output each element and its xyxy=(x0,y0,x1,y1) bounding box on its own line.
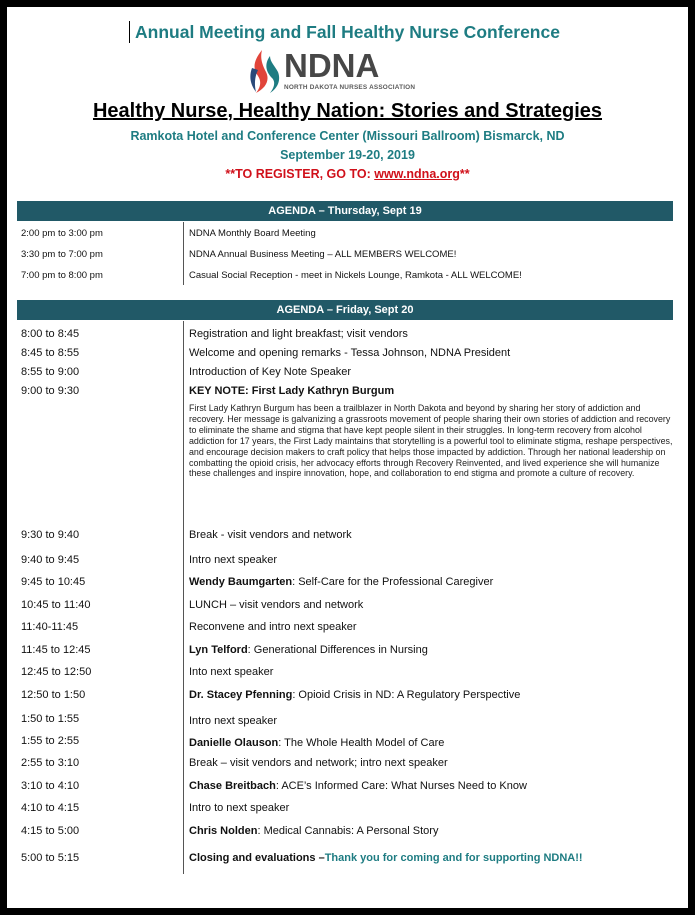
agenda-item: Danielle Olauson: The Whole Health Model of Care xyxy=(189,737,445,749)
ndna-logo xyxy=(246,48,421,96)
agenda-item: Intro next speaker xyxy=(189,715,278,727)
agenda-time: 8:00 to 8:45 xyxy=(21,328,80,340)
agenda-item: Casual Social Reception - meet in Nickels Lounge, Ramkota - ALL WELCOME! xyxy=(189,270,522,281)
agenda-time: 9:45 to 10:45 xyxy=(21,576,86,588)
agenda-time: 4:15 to 5:00 xyxy=(21,825,80,837)
agenda-item: Break – visit vendors and network; intro next speaker xyxy=(189,757,448,769)
agenda-time: 12:50 to 1:50 xyxy=(21,689,86,701)
agenda-item: Registration and light breakfast; visit vendors xyxy=(189,328,408,340)
flame-icon xyxy=(248,48,282,94)
agenda-item: NDNA Annual Business Meeting – ALL MEMBERS WELCOME! xyxy=(189,249,457,260)
agenda-time: 3:10 to 4:10 xyxy=(21,780,80,792)
agenda-time: 2:55 to 3:10 xyxy=(21,757,80,769)
thursday-column-divider xyxy=(183,222,184,285)
agenda-item: Wendy Baumgarten: Self-Care for the Professional Caregiver xyxy=(189,576,494,588)
agenda-time: 11:40-11:45 xyxy=(21,621,79,633)
agenda-time: 4:10 to 4:15 xyxy=(21,802,80,814)
venue-line: Ramkota Hotel and Conference Center (Missouri Ballroom) Bismarck, ND xyxy=(130,129,565,143)
agenda-time: 3:30 pm to 7:00 pm xyxy=(21,249,103,260)
keynote-heading: KEY NOTE: First Lady Kathryn Burgum xyxy=(189,385,395,397)
agenda-time: 9:00 to 9:30 xyxy=(21,385,80,397)
agenda-item: LUNCH – visit vendors and network xyxy=(189,599,364,611)
agenda-time: 7:00 pm to 8:00 pm xyxy=(21,270,103,281)
register-line xyxy=(0,167,695,181)
logo-wordmark: NDNA xyxy=(284,47,380,84)
register-suffix: ** xyxy=(459,167,470,181)
agenda-time: 2:00 pm to 3:00 pm xyxy=(21,228,103,239)
agenda-item: Introduction of Key Note Speaker xyxy=(189,366,352,378)
closing-thanks: Thank you for coming and for supporting NDNA!! xyxy=(324,852,583,864)
agenda-item: NDNA Monthly Board Meeting xyxy=(189,228,316,239)
keynote-description: First Lady Kathryn Burgum has been a trailblazer in North Dakota and beyond by sharing her story of addiction and recovery. Her message is galvanizing a grassroots movement of people sharing their own stories of addiction and recovery to eliminate the shame and stigma that have kept people silent in their struggles. In long-term recovery from alcohol addiction for 17 years, the First Lady maintains that storytelling is a powerful tool to eliminate stigma, reshape perspectives, and encourage decision makers to craft policy that helps those impacted by addiction. Through her national leadership on combatting the opioid crisis, her advocacy efforts through Recovery Reinvented, and lived experience she will humanize these challenges and inspire innovation, hope, and collaboration to end stigma and promote a culture of recovery. xyxy=(189,403,673,479)
agenda-item: Chris Nolden: Medical Cannabis: A Personal Story xyxy=(189,825,439,837)
agenda-time: 8:55 to 9:00 xyxy=(21,366,80,378)
logo-subtext: NORTH DAKOTA NURSES ASSOCIATION xyxy=(284,84,416,91)
agenda-time: 12:45 to 12:50 xyxy=(21,666,92,678)
agenda-item: Closing and evaluations –Thank you for coming and for supporting NDNA!! xyxy=(189,852,583,864)
agenda-time: 1:55 to 2:55 xyxy=(21,735,80,747)
friday-agenda-header: AGENDA – Friday, Sept 20 xyxy=(17,300,673,320)
agenda-item: Lyn Telford: Generational Differences in Nursing xyxy=(189,644,428,656)
thursday-agenda-header: AGENDA – Thursday, Sept 19 xyxy=(17,201,673,221)
agenda-time: 11:45 to 12:45 xyxy=(21,644,91,656)
agenda-item: Chase Breitbach: ACE’s Informed Care: What Nurses Need to Know xyxy=(189,780,527,792)
agenda-time: 10:45 to 11:40 xyxy=(21,599,91,611)
agenda-item: Welcome and opening remarks - Tessa Johnson, NDNA President xyxy=(189,347,511,359)
dates-line: September 19-20, 2019 xyxy=(280,148,415,162)
agenda-item: Intro to next speaker xyxy=(189,802,290,814)
agenda-time: 9:30 to 9:40 xyxy=(21,529,80,541)
agenda-item: Break - visit vendors and network xyxy=(189,529,352,541)
agenda-item: Dr. Stacey Pfenning: Opioid Crisis in ND: A Regulatory Perspective xyxy=(189,689,521,701)
agenda-time: 1:50 to 1:55 xyxy=(21,713,80,725)
agenda-time: 5:00 to 5:15 xyxy=(21,852,80,864)
agenda-item: Reconvene and intro next speaker xyxy=(189,621,357,633)
agenda-time: 8:45 to 8:55 xyxy=(21,347,80,359)
agenda-item: Intro next speaker xyxy=(189,554,278,566)
conference-title: Annual Meeting and Fall Healthy Nurse Conference xyxy=(135,22,560,42)
agenda-item: Into next speaker xyxy=(189,666,274,678)
main-title: Healthy Nurse, Healthy Nation: Stories and Strategies xyxy=(92,100,603,122)
register-link[interactable]: www.ndna.org xyxy=(374,167,460,181)
agenda-time: 9:40 to 9:45 xyxy=(21,554,80,566)
friday-column-divider xyxy=(183,321,184,874)
register-prefix: **TO REGISTER, GO TO: xyxy=(225,167,375,181)
